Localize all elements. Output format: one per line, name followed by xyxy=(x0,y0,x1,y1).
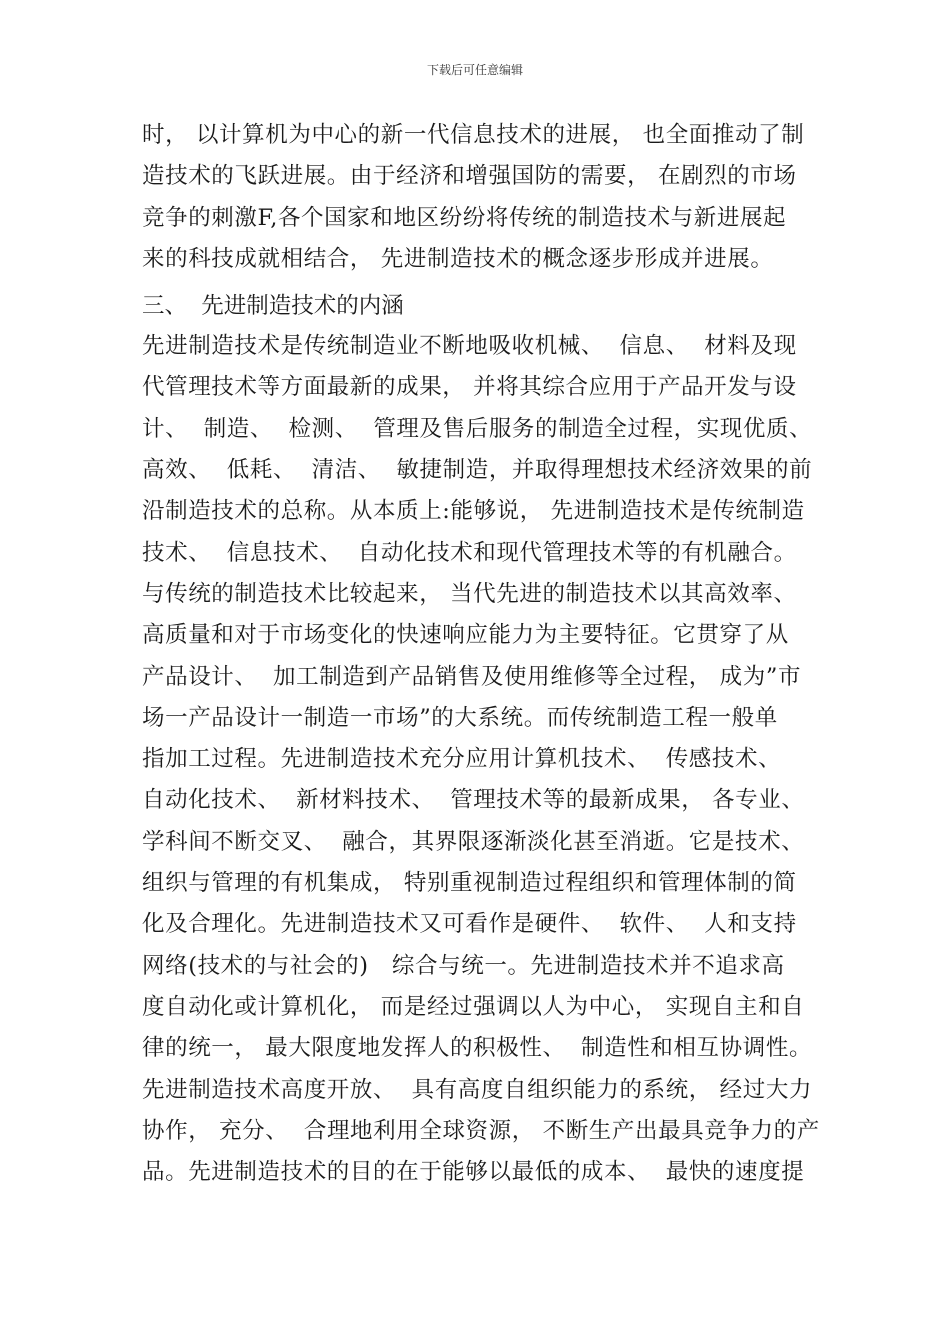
text-line: 组织与管理的有机集成， 特别重视制造过程组织和管理体制的简 xyxy=(142,870,797,897)
text-line: 造技术的飞跃进展。由于经济和增强国防的需要， 在剧烈的市场 xyxy=(142,163,797,190)
text-line: 先进制造技术高度开放、 具有高度自组织能力的系统， 经过大力 xyxy=(142,1076,813,1103)
paragraph-1 xyxy=(142,115,812,280)
text-line: 律的统一， 最大限度地发挥人的积极性、 制造性和相互协调性。 xyxy=(142,1035,813,1062)
text-line: 学科间不断交叉、 融合，其界限逐渐淡化甚至消逝。它是技术、 xyxy=(142,828,805,855)
text-line: 自动化技术、 新材料技术、 管理技术等的最新成果， 各专业、 xyxy=(142,787,805,814)
section-heading: 三、 先进制造技术的内涵 xyxy=(142,293,404,320)
text-line: 协作， 充分、 合理地利用全球资源， 不断生产出最具竞争力的产 xyxy=(142,1117,820,1144)
text-line: 代管理技术等方面最新的成果， 并将其综合应用于产品开发与设 xyxy=(142,374,797,401)
text-line: 品。先进制造技术的目的在于能够以最低的成本、 最快的速度提 xyxy=(142,1159,805,1186)
text-line: 来的科技成就相结合， 先进制造技术的概念逐步形成并进展。 xyxy=(142,245,774,272)
text-line: 高效、 低耗、 清洁、 敏捷制造，并取得理想技术经济效果的前 xyxy=(142,457,813,484)
text-line: 度自动化或计算机化， 而是经过强调以人为中心， 实现自主和自 xyxy=(142,993,805,1020)
text-line: 产品设计、 加工制造到产品销售及使用维修等全过程， 成为”市 xyxy=(142,663,802,690)
text-line: 技术、 信息技术、 自动化技术和现代管理技术等的有机融合。 xyxy=(142,539,797,566)
document-body xyxy=(142,115,820,1193)
text-line: 时， 以计算机为中心的新一代信息技术的进展， 也全面推动了制 xyxy=(142,122,805,148)
text-line: 沿制造技术的总称。从本质上:能够说， 先进制造技术是传统制造 xyxy=(142,498,805,525)
text-line: 场一产品设计一制造一市场”的大系统。而传统制造工程一般单 xyxy=(142,704,778,731)
text-line: 与传统的制造技术比较起来， 当代先进的制造技术以其高效率、 xyxy=(142,580,797,607)
text-line: 化及合理化。先进制造技术又可看作是硬件、 软件、 人和支持 xyxy=(142,911,797,938)
text-line: 高质量和对于市场变化的快速响应能力为主要特征。它贯穿了从 xyxy=(142,622,789,649)
text-line: 指加工过程。先进制造技术充分应用计算机技术、 传感技术、 xyxy=(142,746,782,773)
text-line: 竞争的刺激F,各个国家和地区纷纷将传统的制造技术与新进展起 xyxy=(142,204,787,231)
page-header: 下载后可任意编辑 xyxy=(426,63,523,77)
text-line: 先进制造技术是传统制造业不断地吸收机械、 信息、 材料及现 xyxy=(142,333,797,360)
text-line: 网络(技术的与社会的) 综合与统一。先进制造技术并不追求高 xyxy=(142,952,785,979)
text-line: 计、 制造、 检测、 管理及售后服务的制造全过程，实现优质、 xyxy=(142,415,813,442)
paragraph-2 xyxy=(142,326,820,1193)
